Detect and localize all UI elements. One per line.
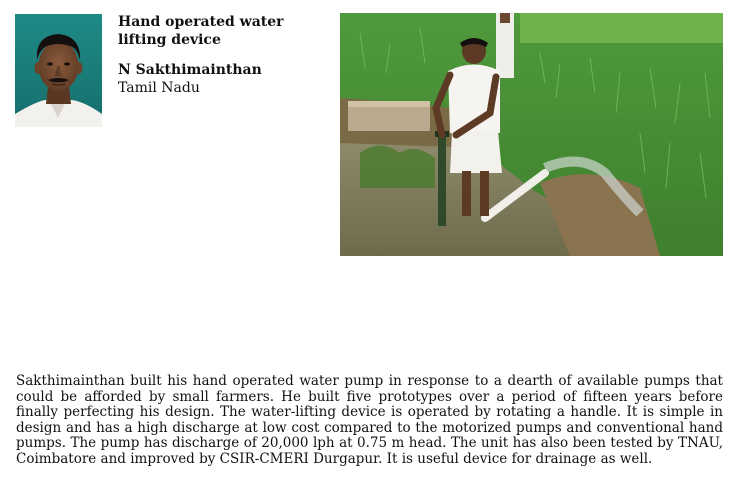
- device-title: Hand operated water lifting device: [118, 14, 284, 48]
- inventor-portrait-photo: [15, 14, 102, 127]
- device-description: Sakthimainthan built his hand operated water pump in response to a dearth of available pumps that could be afforded by small farmers. He built five prototypes over a period of fifteen years before finally perfecting his design. The water-lifting device is operated by rotating a handle. It is simple in design and has a high discharge at low cost compared to the motorized pumps and conventional hand pumps. The pump has discharge of 20,000 lph at 0.75 m head. The unit has also been tested by TNAU, Coimbatore and improved by CSIR-CMERI Durgapur. It is useful device for drainage as well.: [16, 373, 723, 467]
- inventor-location: Tamil Nadu: [118, 80, 200, 96]
- inventor-name: N Sakthimainthan: [118, 62, 262, 78]
- pump-field-photo: [340, 13, 723, 256]
- header-text-block: [118, 13, 318, 97]
